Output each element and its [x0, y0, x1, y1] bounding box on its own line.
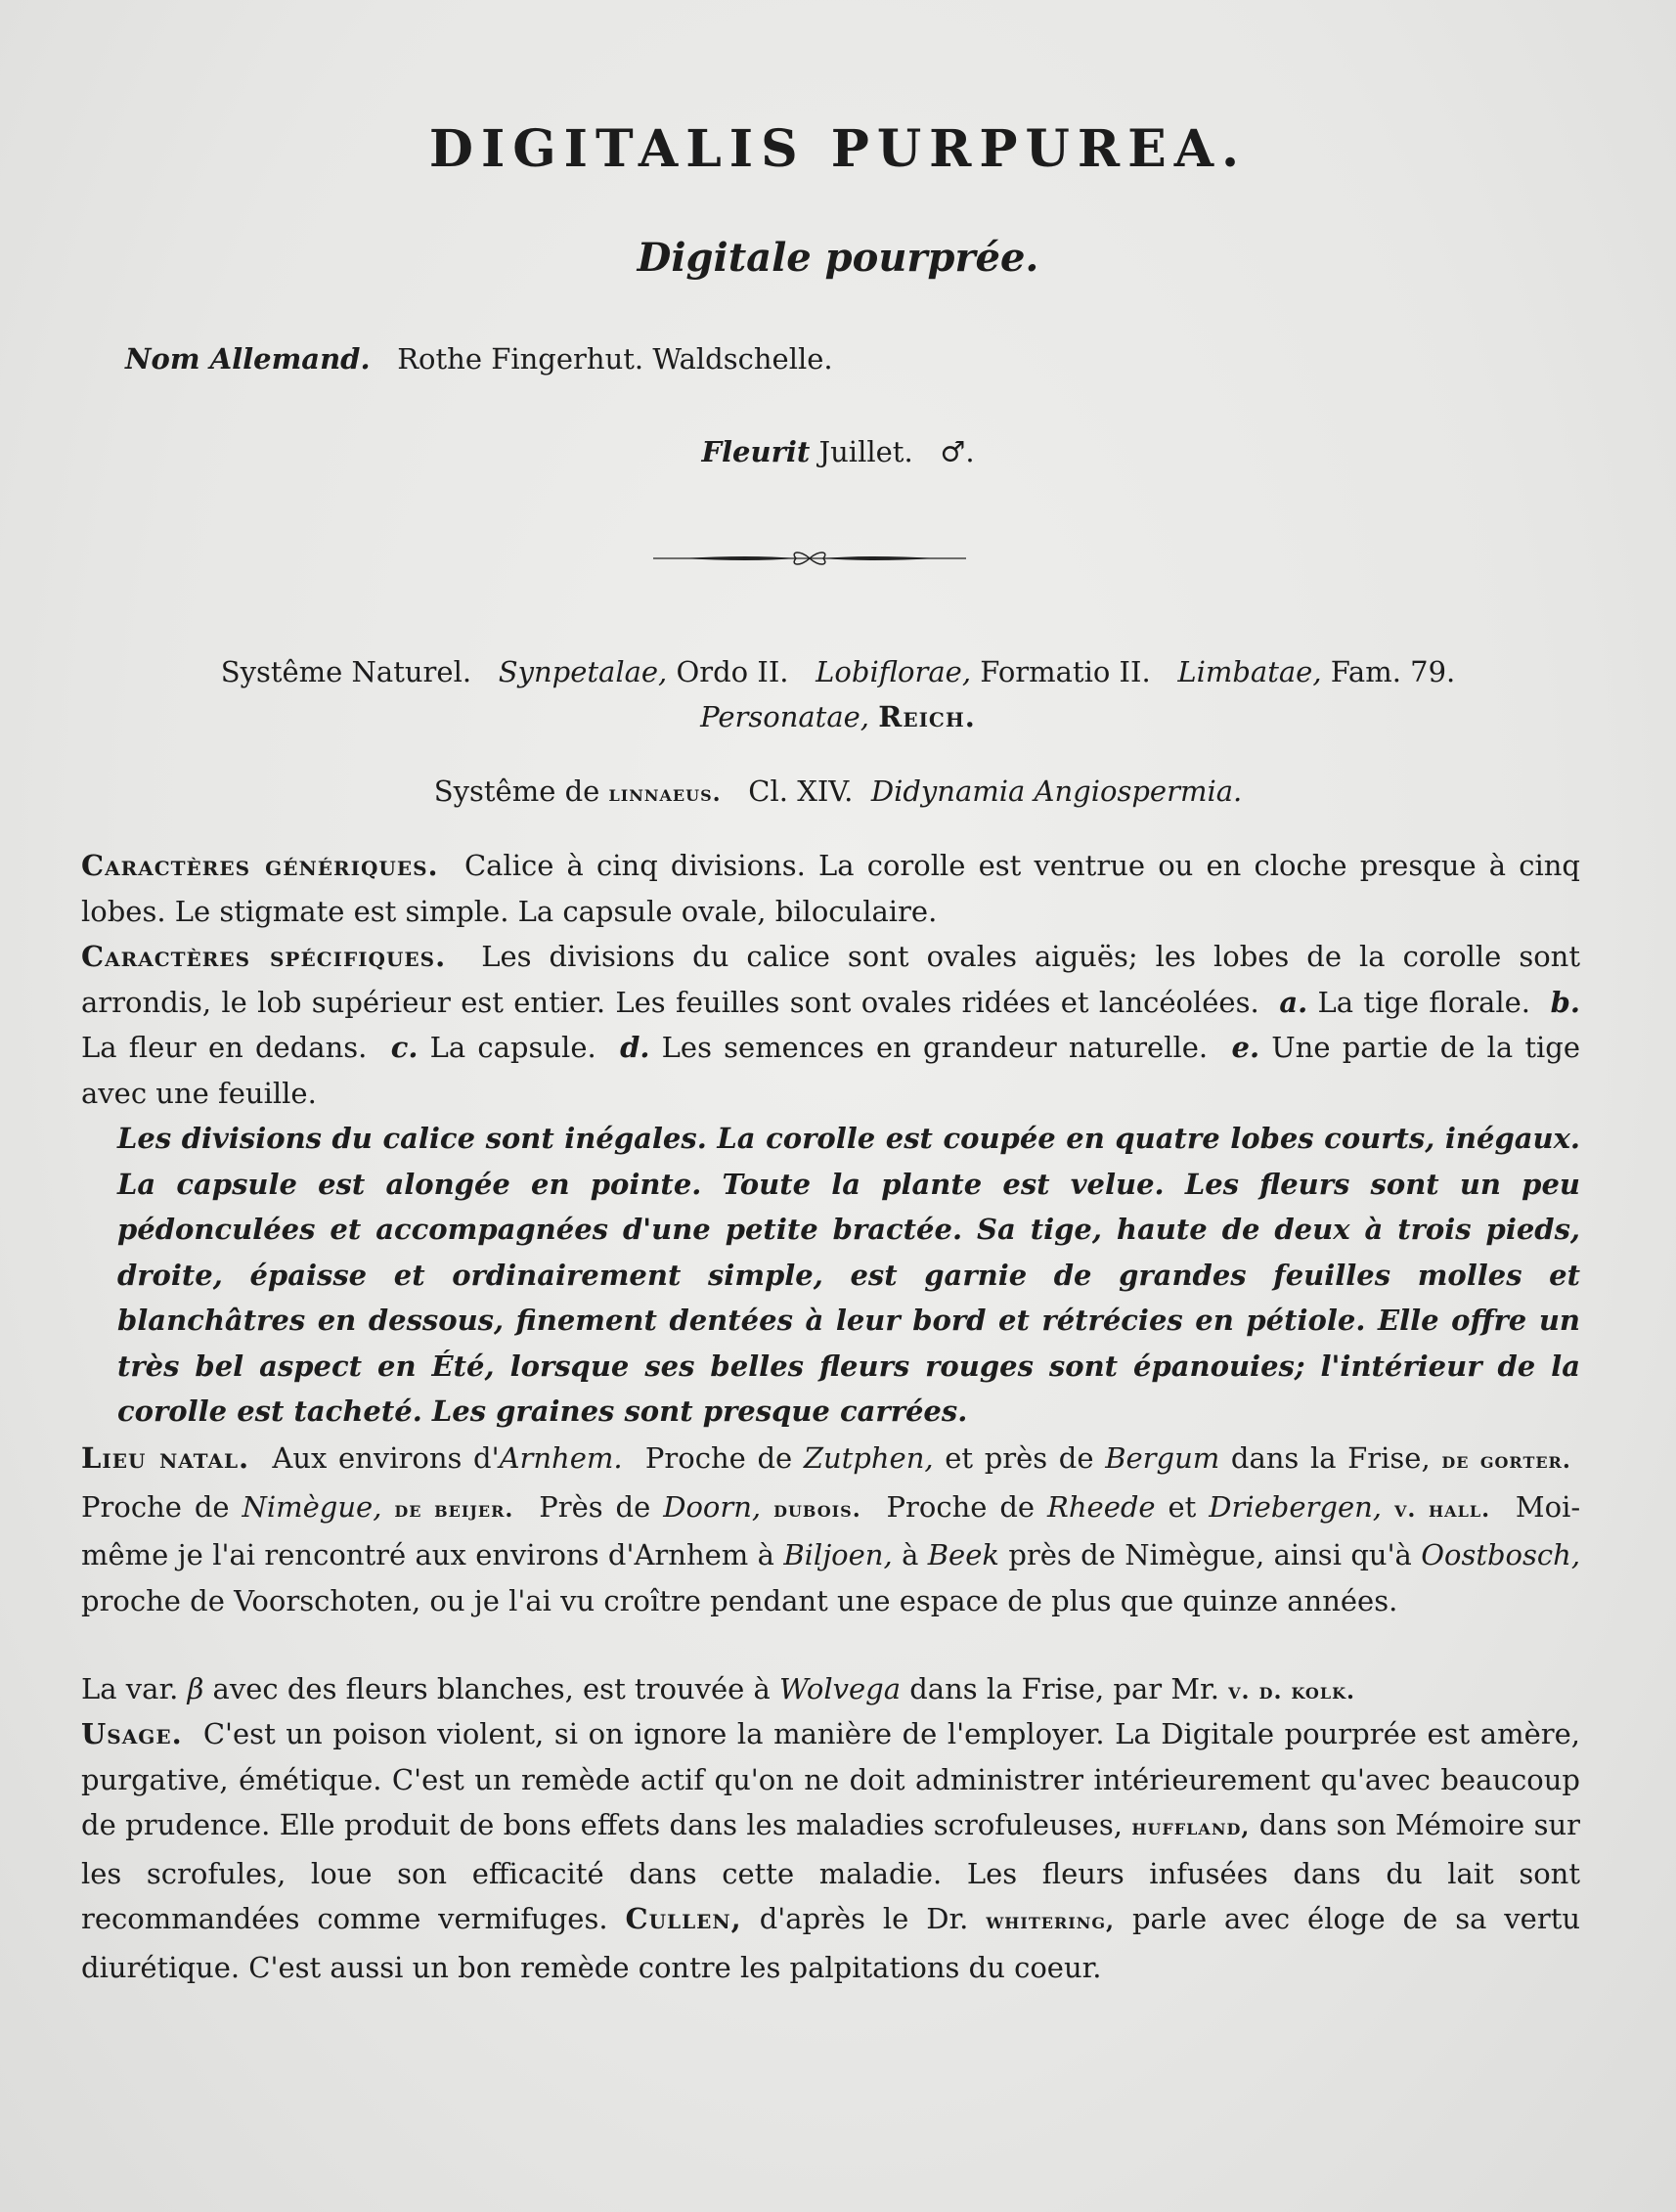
system-linnaeus-label: Systême de: [433, 774, 600, 808]
biennial-symbol-icon: ♂.: [940, 435, 975, 468]
taxon-ordo: Ordo II.: [676, 655, 789, 688]
flowering-label: Fleurit: [701, 435, 811, 468]
figure-c-text: La capsule.: [429, 1031, 596, 1064]
paragraph-variety: [81, 1666, 1580, 1715]
generic-characters-text: Calice à cinq divisions. La corolle est ventrue ou en cloche presque à cinq lobes. Le stigmate est simple. La capsule ovale, biloculaire.: [81, 849, 1580, 928]
locality-text-10: à: [902, 1538, 919, 1571]
author-reich: Reich.: [878, 700, 976, 733]
variety-text-1: La var.: [81, 1672, 179, 1705]
place-arnhem: Arnhem.: [499, 1441, 623, 1475]
system-naturel-line: [0, 655, 1676, 688]
author-linnaeus: linnaeus.: [608, 780, 722, 807]
author-cullen: Cullen,: [625, 1902, 742, 1935]
author-whitering: whitering,: [986, 1908, 1116, 1934]
taxon-fam: Fam. 79.: [1330, 655, 1456, 688]
locality-text-4: dans la Frise,: [1230, 1441, 1431, 1475]
locality-text-7: Proche de: [886, 1489, 1036, 1524]
locality-text-5: Proche de: [81, 1489, 230, 1524]
author-hall: v. hall.: [1393, 1495, 1491, 1523]
heading-locality: Lieu natal.: [81, 1441, 250, 1475]
specific-characters-text: Les divisions du calice sont ovales aiguës; les lobes de la corolle sont arrondis, le lob supérieur est entier. Les feuilles sont ovales ridées et lancéolées.: [81, 940, 1581, 1019]
taxon-limbatae: Limbatae,: [1177, 655, 1322, 688]
paragraph-locality: [81, 1436, 1580, 1623]
flowering-line: [0, 435, 1676, 468]
taxon-synpetalae: Synpetalae,: [498, 655, 668, 688]
usage-text-4: parle avec éloge de sa vertu diurétique. C'est aussi un bon remède contre les palpitations du coeur.: [81, 1902, 1581, 1984]
system-naturel-line-2: [0, 700, 1676, 733]
locality-text-11: près de Nimègue, ainsi qu'à: [1008, 1538, 1412, 1571]
author-dubois: dubois.: [773, 1495, 861, 1523]
figure-a-text: La tige florale.: [1317, 985, 1530, 1019]
system-linnaeus-line: [0, 774, 1676, 808]
heading-specific-characters: Caractères spécifiques.: [81, 940, 447, 973]
figure-b-text: La fleur en dedans.: [81, 1031, 368, 1064]
locality-text-8: et: [1168, 1489, 1197, 1524]
usage-text-1: C'est un poison violent, si on ignore la manière de l'employer. La Digitale pourprée est amère, purgative, émétique. C'est un remède actif qu'on ne doit administrer intérieurement qu'avec beaucoup de prudence. Elle produit de bons effets dans les maladies scrofuleuses,: [81, 1717, 1580, 1841]
paragraph-description: Les divisions du calice sont inégales. La corolle est coupée en quatre lobes courts, inégaux. La capsule est alongée en pointe. Toute la plante est velue. Les fleurs sont un peu pédonculées et accompagnées d'une petite bractée. Sa tige, haute de deux à trois pieds, droite, épaisse et ordinairement simple, est garnie de grandes feuilles molles et blanchâtres en dessous, finement dentées à leur bord et rétrécies en pétiole. Elle offre un très bel aspect en Été, lorsque ses belles fleurs rouges sont épanouies; l'intérieur de la corolle est tacheté. Les graines sont presque carrées.: [117, 1122, 1580, 1428]
german-names: [125, 342, 833, 376]
heading-usage: Usage.: [81, 1717, 183, 1750]
variety-text-3: dans la Frise, par Mr.: [909, 1672, 1219, 1705]
author-gorter: de gorter.: [1441, 1447, 1571, 1474]
usage-text-2: dans son Mémoire sur les scrofules, loue son efficacité dans cette maladie. Les fleurs infusées dans du lait sont recommandées comme vermifuges.: [81, 1808, 1581, 1935]
linnaeus-order: Didynamia Angiospermia.: [870, 774, 1243, 808]
locality-text-2: Proche de: [644, 1441, 793, 1475]
paragraph-specific-characters: [81, 934, 1580, 1116]
german-names-text: Rothe Fingerhut. Waldschelle.: [397, 342, 833, 376]
figure-e-text: Une partie de la tige avec une feuille.: [81, 1031, 1581, 1110]
locality-text-12: proche de Voorschoten, ou je l'ai vu croître pendant une espace de plus que quinze années.: [81, 1583, 1398, 1617]
locality-text-9: Moi-même je l'ai rencontré aux environs d'Arnhem à: [81, 1489, 1581, 1571]
place-biljoen: Biljoen,: [783, 1538, 893, 1571]
place-rheede: Rheede: [1047, 1489, 1156, 1524]
place-oostbosch: Oostbosch,: [1421, 1538, 1581, 1571]
variety-text-2: avec des fleurs blanches, est trouvée à: [212, 1672, 771, 1705]
paragraph-usage: [81, 1711, 1580, 1990]
taxon-personatae: Personatae,: [700, 700, 870, 733]
locality-text-6: Près de: [539, 1489, 651, 1524]
locality-text-1: Aux environs d': [272, 1441, 500, 1475]
page-title: DIGITALIS PURPUREA.: [428, 119, 1248, 179]
taxon-lobiflorae: Lobiflorae,: [816, 655, 972, 688]
place-beek: Beek: [927, 1538, 999, 1571]
flowering-month: Juillet.: [818, 435, 913, 468]
figure-letter-a: a.: [1279, 985, 1308, 1019]
german-label: Nom Allemand.: [125, 342, 371, 376]
author-beijer: de beijer.: [394, 1495, 514, 1523]
system-naturel-label: Systême Naturel.: [220, 655, 472, 688]
page-subtitle: Digitale pourprée.: [637, 235, 1039, 281]
figure-d-text: Les semences en grandeur naturelle.: [661, 1031, 1209, 1064]
place-doorn: Doorn,: [663, 1489, 762, 1524]
taxon-formatio: Formatio II.: [980, 655, 1151, 688]
place-nimegue: Nimègue,: [242, 1489, 382, 1524]
locality-text-3: et près de: [945, 1441, 1094, 1475]
figure-letter-e: e.: [1231, 1031, 1260, 1064]
variety-beta: β: [187, 1672, 204, 1705]
author-huffland: huffland,: [1131, 1814, 1251, 1840]
figure-letter-d: d.: [620, 1031, 650, 1064]
author-kolk: v. d. kolk.: [1228, 1678, 1356, 1704]
place-wolvega: Wolvega: [779, 1672, 902, 1705]
place-bergum: Bergum: [1105, 1441, 1220, 1475]
ornament-divider-icon: [653, 544, 966, 573]
figure-letter-c: c.: [390, 1031, 419, 1064]
place-zutphen: Zutphen,: [803, 1441, 934, 1475]
paragraph-generic-characters: [81, 843, 1580, 934]
linnaeus-class: Cl. XIV.: [748, 774, 854, 808]
place-driebergen: Driebergen,: [1209, 1489, 1383, 1524]
heading-generic-characters: Caractères génériques.: [81, 849, 439, 882]
usage-text-3: d'après le Dr.: [759, 1902, 969, 1935]
figure-letter-b: b.: [1550, 985, 1581, 1019]
